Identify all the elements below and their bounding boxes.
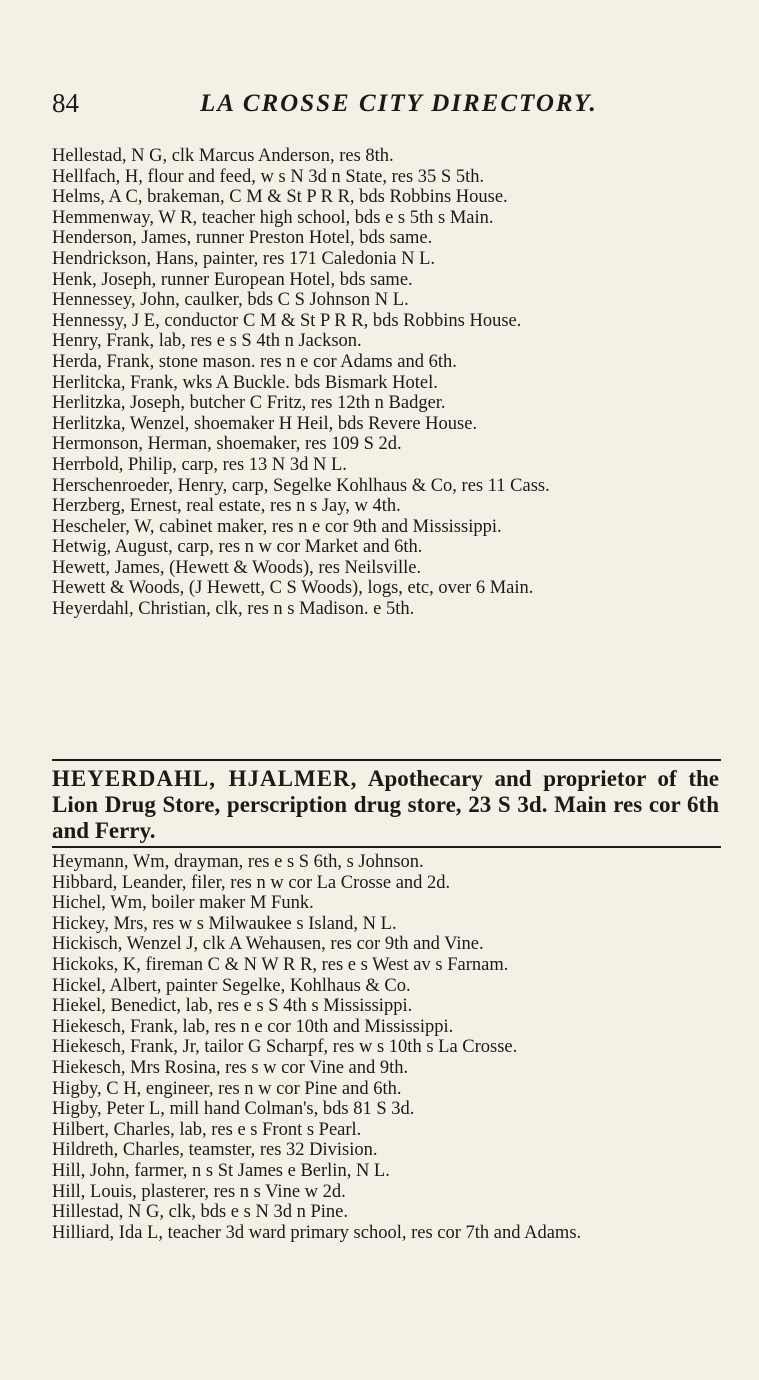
directory-entry: Hiekesch, Mrs Rosina, res s w cor Vine and 9th. — [52, 1057, 409, 1078]
directory-entry: Herda, Frank, stone mason. res n e cor Adams and 6th. — [52, 351, 457, 372]
directory-entry: Hiekesch, Frank, lab, res n e cor 10th and Mississippi. — [52, 1016, 454, 1037]
directory-entry: Herzberg, Ernest, real estate, res n s Jay, w 4th. — [52, 496, 401, 517]
page-header — [52, 88, 727, 122]
directory-entry: Hickisch, Wenzel J, clk A Wehausen, res cor 9th and Vine. — [52, 934, 484, 955]
directory-entry: Henry, Frank, lab, res e s S 4th n Jackson. — [52, 331, 362, 352]
featured-text: Apothecary and proprietor of the Lion Drug Store, perscription drug store, 23 S 3d. Main res cor 6th and Ferry. — [52, 766, 720, 843]
directory-entry: Herlitcka, Frank, wks A Buckle. bds Bismark Hotel. — [52, 372, 438, 393]
directory-entry: Helms, A C, brakeman, C M & St P R R, bds Robbins House. — [52, 187, 508, 208]
featured-name: HEYERDAHL, HJALMER, — [52, 766, 358, 791]
directory-entry: Hescheler, W, cabinet maker, res n e cor 9th and Mississippi. — [52, 516, 502, 537]
directory-entry: Heymann, Wm, drayman, res e s S 6th, s Johnson. — [52, 852, 424, 872]
directory-entry: Herschenroeder, Henry, carp, Segelke Kohlhaus & Co, res 11 Cass. — [52, 475, 550, 496]
page-number: 84 — [52, 88, 79, 118]
directory-entry: Hillestad, N G, clk, bds e s N 3d n Pine. — [52, 1202, 348, 1223]
directory-entries-bottom — [52, 852, 727, 1243]
directory-entry: Henderson, James, runner Preston Hotel, bds same. — [52, 228, 433, 249]
directory-entry: Hellestad, N G, clk Marcus Anderson, res 8th. — [52, 146, 394, 166]
directory-entry: Hiekel, Benedict, lab, res e s S 4th s Mississippi. — [52, 996, 413, 1017]
directory-entry: Hennessy, J E, conductor C M & St P R R, bds Robbins House. — [52, 310, 522, 331]
directory-entry: Hellfach, H, flour and feed, w s N 3d n State, res 35 S 5th. — [52, 166, 485, 187]
divider-rule — [52, 846, 721, 848]
directory-entry: Hilliard, Ida L, teacher 3d ward primary school, res cor 7th and Adams. — [52, 1222, 582, 1243]
directory-entry: Heyerdahl, Christian, clk, res n s Madison. e 5th. — [52, 599, 415, 620]
directory-entry: Hichel, Wm, boiler maker M Funk. — [52, 893, 314, 914]
directory-entry: Hickoks, K, fireman C & N W R R, res e s West av s Farnam. — [52, 954, 509, 975]
directory-entry: Hetwig, August, carp, res n w cor Market and 6th. — [52, 537, 423, 558]
directory-entry: Hemmenway, W R, teacher high school, bds e s 5th s Main. — [52, 207, 494, 228]
directory-entry: Hendrickson, Hans, painter, res 171 Caledonia N L. — [52, 248, 436, 269]
directory-entry: Hibbard, Leander, filer, res n w cor La Crosse and 2d. — [52, 872, 451, 893]
directory-entry: Higby, Peter L, mill hand Colman's, bds 81 S 3d. — [52, 1099, 415, 1120]
running-title: LA CROSSE CITY DIRECTORY. — [200, 90, 598, 117]
directory-entry: Hiekesch, Frank, Jr, tailor G Scharpf, res w s 10th s La Crosse. — [52, 1037, 518, 1058]
directory-entries-top — [52, 146, 727, 620]
directory-entry: Hickey, Mrs, res w s Milwaukee s Island, N L. — [52, 913, 397, 934]
directory-entry: Higby, C H, engineer, res n w cor Pine and 6th. — [52, 1078, 402, 1099]
directory-entry: Herrbold, Philip, carp, res 13 N 3d N L. — [52, 454, 347, 475]
directory-entry: Herlitzka, Wenzel, shoemaker H Heil, bds Revere House. — [52, 413, 478, 434]
directory-entry: Hennessey, John, caulker, bds C S Johnson N L. — [52, 290, 409, 311]
directory-entry: Hewett, James, (Hewett & Woods), res Neilsville. — [52, 557, 422, 578]
directory-entry: Hildreth, Charles, teamster, res 32 Division. — [52, 1140, 378, 1161]
directory-entry: Hilbert, Charles, lab, res e s Front s Pearl. — [52, 1119, 362, 1140]
directory-entry: Hermonson, Herman, shoemaker, res 109 S 2d. — [52, 434, 402, 455]
directory-entry: Hewett & Woods, (J Hewett, C S Woods), logs, etc, over 6 Main. — [52, 578, 534, 599]
directory-entry: Herlitzka, Joseph, butcher C Fritz, res 12th n Badger. — [52, 393, 446, 414]
directory-entry: Henk, Joseph, runner European Hotel, bds same. — [52, 269, 413, 290]
directory-entry: Hickel, Albert, painter Segelke, Kohlhaus & Co. — [52, 975, 411, 996]
featured-listing — [52, 766, 719, 844]
directory-entry: Hill, Louis, plasterer, res n s Vine w 2d. — [52, 1181, 346, 1202]
directory-entry: Hill, John, farmer, n s St James e Berlin, N L. — [52, 1160, 390, 1181]
divider-rule — [52, 759, 721, 761]
